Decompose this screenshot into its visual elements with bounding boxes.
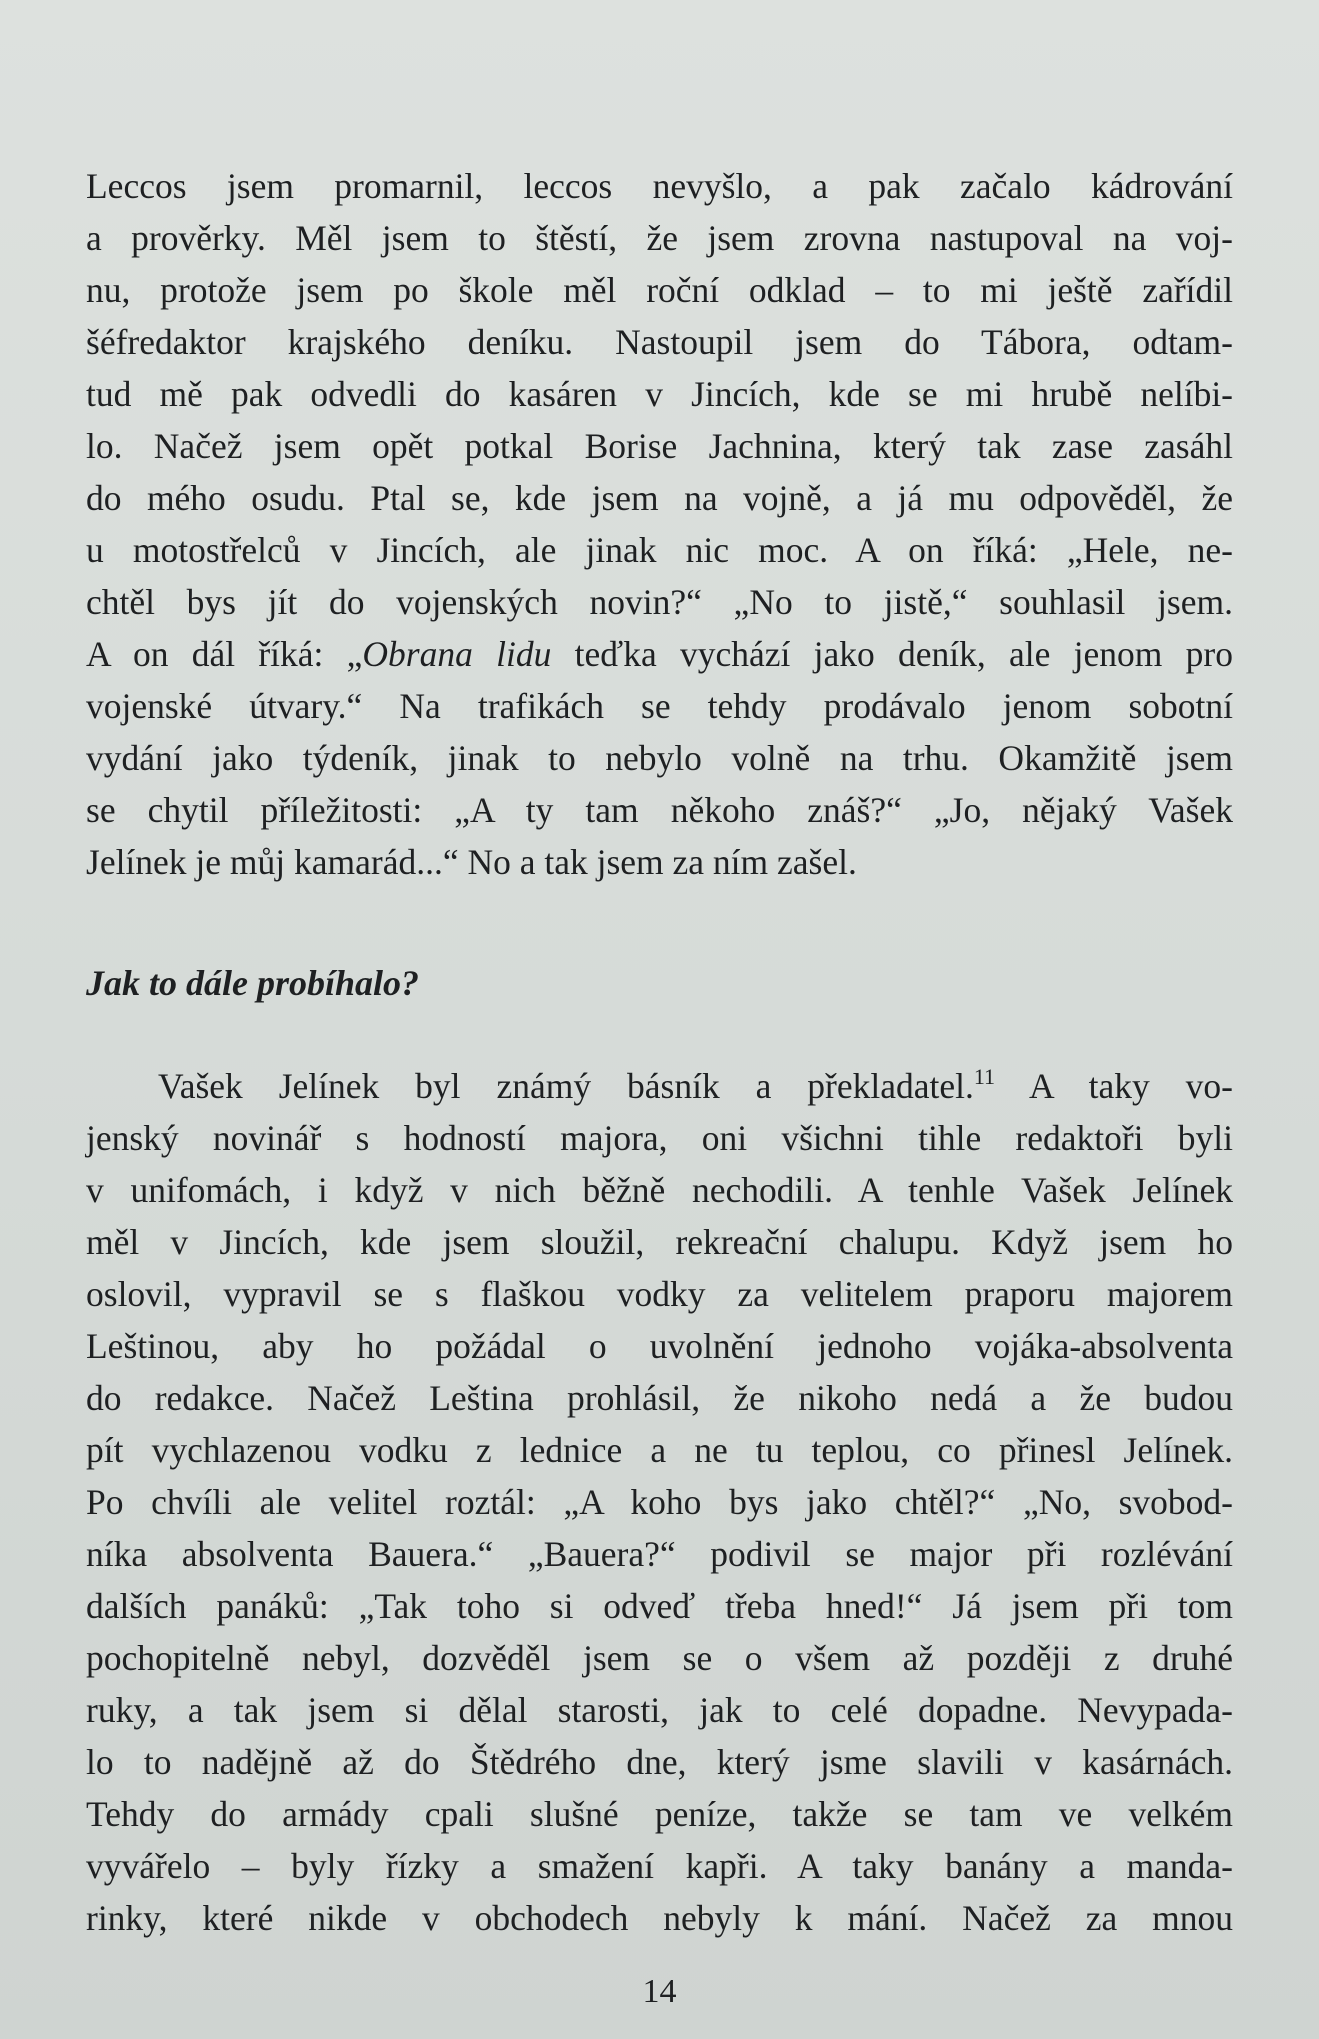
newspaper-title: Obrana lidu bbox=[362, 634, 552, 674]
question-heading: Jak to dále probíhalo? bbox=[86, 963, 420, 1003]
text-line: vojenské útvary.“ Na trafikách se tehdy prodávalo jenom sobotní bbox=[86, 686, 1233, 726]
text-run: A on dál říká: „ bbox=[86, 634, 363, 674]
text-line: rinky, které nikde v obchodech nebyly k mání. Načež za mnou bbox=[86, 1898, 1233, 1938]
text-line: lo. Načež jsem opět potkal Borise Jachnina, který tak zase zasáhl bbox=[86, 426, 1233, 466]
text-line: jenský novinář s hodností majora, oni všichni tihle redaktoři byli bbox=[86, 1118, 1233, 1158]
text-run: A taky vo- bbox=[995, 1066, 1233, 1106]
text-line: se chytil příležitosti: „A ty tam někoho znáš?“ „Jo, nějaký Vašek bbox=[86, 790, 1233, 830]
text-run: Vašek Jelínek byl známý básník a překladatel. bbox=[158, 1066, 974, 1106]
footnote-marker: 11 bbox=[973, 1064, 996, 1089]
text-line: níka absolventa Bauera.“ „Bauera?“ podivil se major při rozlévání bbox=[86, 1534, 1233, 1574]
text-line bbox=[86, 628, 1233, 680]
text-line: vydání jako týdeník, jinak to nebylo volně na trhu. Okamžitě jsem bbox=[86, 738, 1233, 778]
paragraph-2 bbox=[86, 1060, 1233, 1944]
text-line: u motostřelců v Jincích, ale jinak nic moc. A on říká: „Hele, ne- bbox=[86, 530, 1233, 570]
text-line: měl v Jincích, kde jsem sloužil, rekreační chalupu. Když jsem ho bbox=[86, 1222, 1233, 1262]
text-line: Leccos jsem promarnil, leccos nevyšlo, a pak začalo kádrování bbox=[86, 166, 1233, 206]
text-line: chtěl bys jít do vojenských novin?“ „No to jistě,“ souhlasil jsem. bbox=[86, 582, 1233, 622]
page-number: 14 bbox=[642, 1973, 677, 2010]
text-run: teďka vychází jako deník, ale jenom pro bbox=[551, 634, 1233, 674]
text-line: tud mě pak odvedli do kasáren v Jincích, kde se mi hrubě nelíbi- bbox=[86, 374, 1233, 414]
text-line: lo to nadějně až do Štědrého dne, který jsme slavili v kasárnách. bbox=[86, 1742, 1233, 1782]
text-line: do mého osudu. Ptal se, kde jsem na vojně, a já mu odpověděl, že bbox=[86, 478, 1233, 518]
text-line: v unifomách, i když v nich běžně nechodili. A tenhle Vašek Jelínek bbox=[86, 1170, 1233, 1210]
text-line: vyvářelo – byly řízky a smažení kapři. A taky banány a manda- bbox=[86, 1846, 1233, 1886]
text-line: Tehdy do armády cpali slušné peníze, takže se tam ve velkém bbox=[86, 1794, 1233, 1834]
text-line: šéfredaktor krajského deníku. Nastoupil jsem do Tábora, odtam- bbox=[86, 322, 1233, 362]
text-line: oslovil, vypravil se s flaškou vodky za velitelem praporu majorem bbox=[86, 1274, 1233, 1314]
text-line: dalších panáků: „Tak toho si odveď třeba hned!“ Já jsem při tom bbox=[86, 1586, 1233, 1626]
text-line: Po chvíli ale velitel roztál: „A koho bys jako chtěl?“ „No, svobod- bbox=[86, 1482, 1233, 1522]
text-line bbox=[86, 1060, 1233, 1112]
text-line: pít vychlazenou vodku z lednice a ne tu teplou, co přinesl Jelínek. bbox=[86, 1430, 1233, 1470]
paragraph-1 bbox=[86, 160, 1233, 888]
text-line: Leštinou, aby ho požádal o uvolnění jednoho vojáka-absolventa bbox=[86, 1326, 1233, 1366]
text-line: do redakce. Načež Leština prohlásil, že nikoho nedá a že budou bbox=[86, 1378, 1233, 1418]
text-line: Jelínek je můj kamarád...“ No a tak jsem za ním zašel. bbox=[86, 842, 857, 882]
text-line: a prověrky. Měl jsem to štěstí, že jsem zrovna nastupoval na voj- bbox=[86, 218, 1233, 258]
text-line: pochopitelně nebyl, dozvěděl jsem se o všem až později z druhé bbox=[86, 1638, 1233, 1678]
text-line: nu, protože jsem po škole měl roční odklad – to mi ještě zařídil bbox=[86, 270, 1233, 310]
text-line: ruky, a tak jsem si dělal starosti, jak to celé dopadne. Nevypada- bbox=[86, 1690, 1233, 1730]
